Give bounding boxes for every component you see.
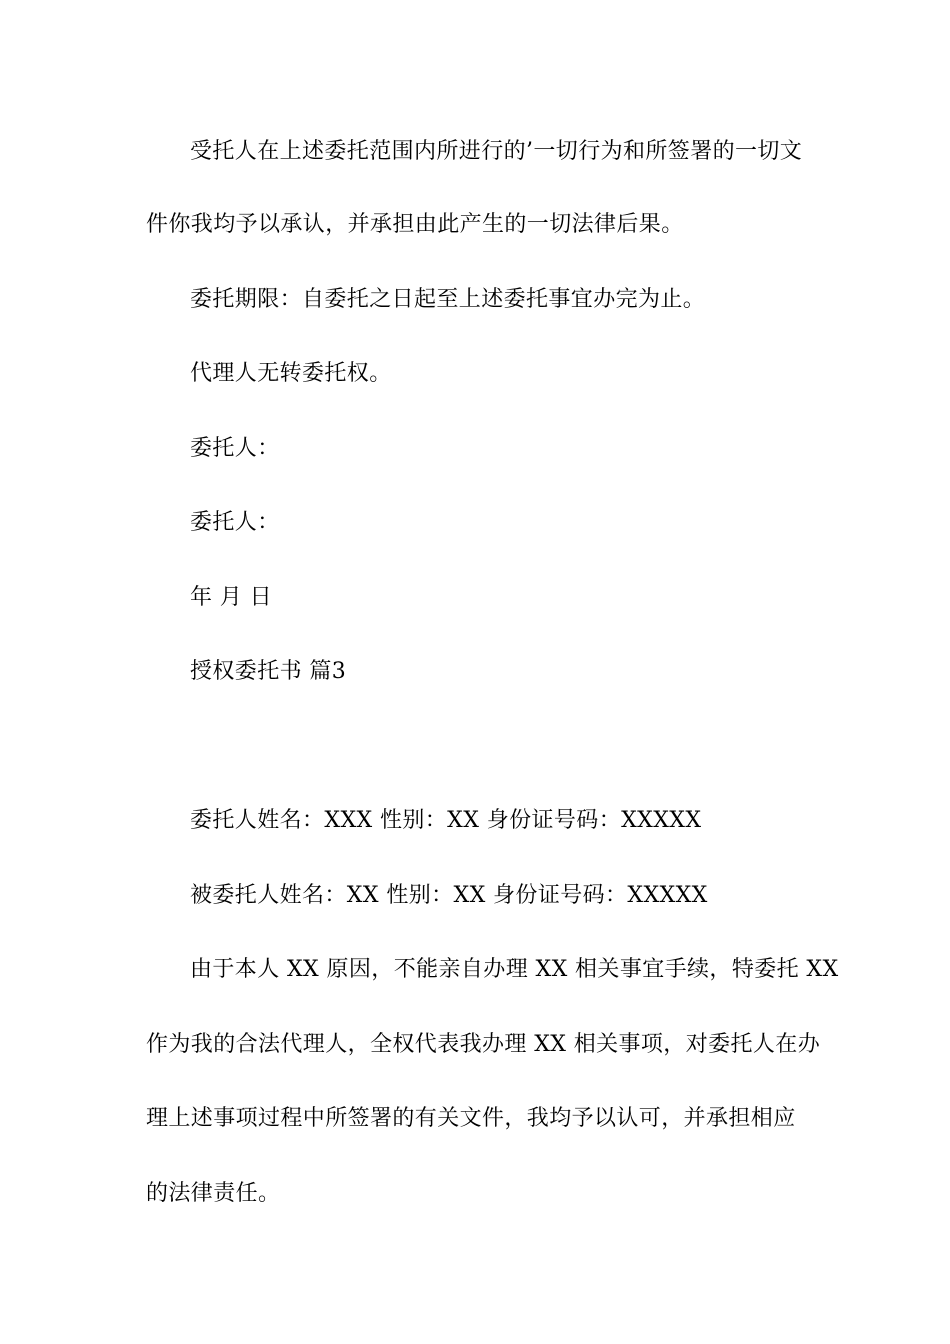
principal-signature-line-2: 委托人： <box>190 510 280 535</box>
no-subdelegation-clause: 代理人无转委托权。 <box>190 361 392 386</box>
agent-info: 被委托人姓名：XX 性别：XX 身份证号码：XXXXX <box>190 883 708 908</box>
paragraph-2-line-2: 作为我的合法代理人，全权代表我办理 XX 相关事项，对委托人在办 <box>146 1032 821 1057</box>
principal-info: 委托人姓名：XXX 性别：XX 身份证号码：XXXXX <box>190 808 702 833</box>
section-title: 授权委托书 篇3 <box>190 659 347 684</box>
principal-signature-line-1: 委托人： <box>190 436 280 461</box>
paragraph-1-line-1: 受托人在上述委托范围内所进行的’一切行为和所签署的一切文 <box>190 139 803 164</box>
paragraph-2-line-4: 的法律责任。 <box>146 1181 281 1206</box>
delegation-term: 委托期限：自委托之日起至上述委托事宜办完为止。 <box>190 287 706 312</box>
paragraph-2-line-3: 理上述事项过程中所签署的有关文件，我均予以认可，并承担相应 <box>146 1106 796 1131</box>
paragraph-1-line-2: 件你我均予以承认，并承担由此产生的一切法律后果。 <box>146 212 684 237</box>
date-line: 年 月 日 <box>190 585 272 610</box>
paragraph-2-line-1: 由于本人 XX 原因，不能亲自办理 XX 相关事宜手续，特委托 XX <box>190 957 839 982</box>
